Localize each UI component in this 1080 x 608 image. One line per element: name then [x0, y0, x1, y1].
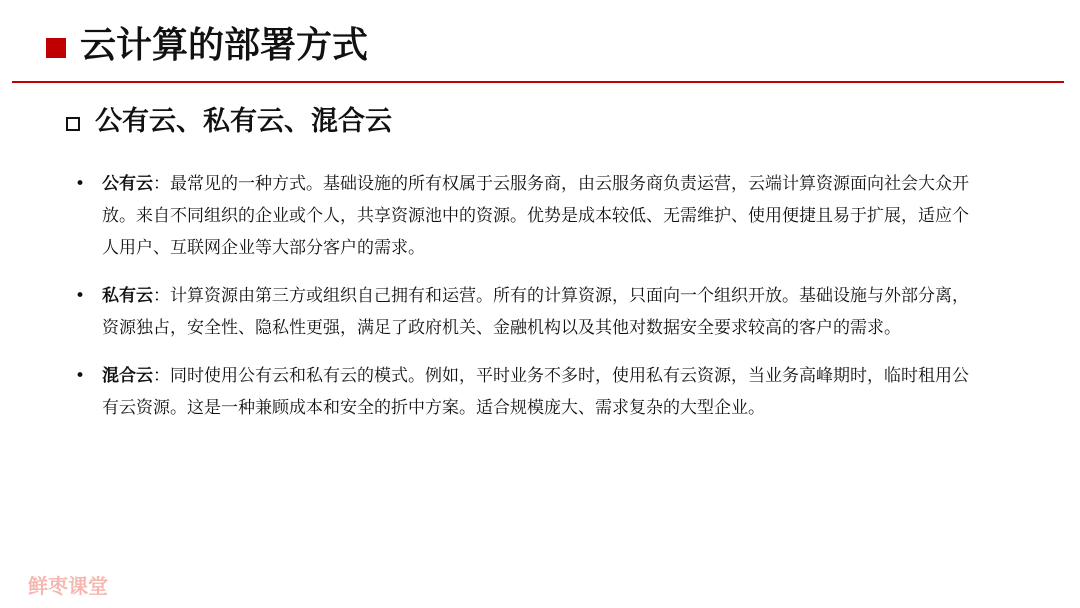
- title-divider: [12, 81, 1064, 83]
- bullet-item-hybrid-cloud: [72, 360, 972, 424]
- bullet-text: 计算资源由第三方或组织自己拥有和运营。所有的计算资源，只面向一个组织开放。基础设施与外部分离，资源独占，安全性、隐私性更强，满足了政府机关、金融机构以及其他对数据安全要求较高的客户的需求。: [102, 286, 969, 338]
- bullet-icon: •: [75, 366, 86, 386]
- bullet-term: 公有云: [102, 174, 153, 194]
- bullet-term: 私有云: [102, 286, 153, 306]
- slide-title: 云计算的部署方式: [80, 25, 369, 66]
- bullet-text: 同时使用公有云和私有云的模式。例如，平时业务不多时，使用私有云资源，当业务高峰期时，临时租用公有云资源。这是一种兼顾成本和安全的折中方案。适合规模庞大、需求复杂的大型企业。: [102, 366, 969, 418]
- bullet-icon: •: [75, 286, 86, 306]
- bullet-item-public-cloud: [72, 168, 972, 264]
- title-marker: [46, 38, 66, 58]
- bullet-icon: •: [75, 174, 86, 194]
- bullet-separator: ：: [153, 286, 170, 306]
- subtitle-square-icon: [66, 117, 80, 131]
- bullet-text: 最常见的一种方式。基础设施的所有权属于云服务商，由云服务商负责运营，云端计算资源面向社会大众开放。来自不同组织的企业或个人，共享资源池中的资源。优势是成本较低、无需维护、使用便捷且易于扩展，适应个人用户、互联网企业等大部分客户的需求。: [102, 174, 969, 258]
- watermark-logo-text: 鲜枣课堂: [28, 574, 108, 598]
- bullet-list: [72, 168, 972, 440]
- bullet-separator: ：: [153, 174, 170, 194]
- section-subtitle: 公有云、私有云、混合云: [95, 106, 392, 137]
- bullet-item-private-cloud: [72, 280, 972, 344]
- bullet-separator: ：: [153, 366, 170, 386]
- bullet-term: 混合云: [102, 366, 153, 386]
